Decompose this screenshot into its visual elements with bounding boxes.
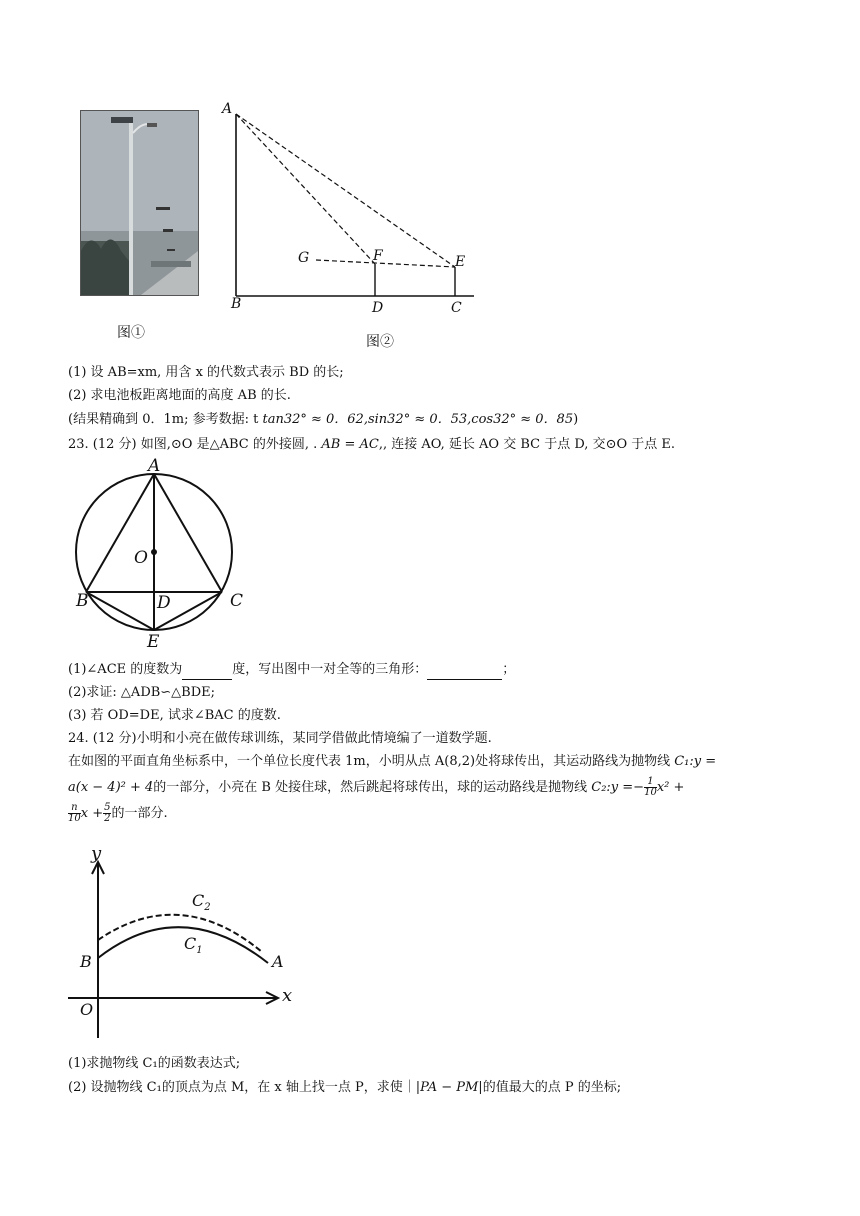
circle-label-A: A bbox=[148, 456, 161, 476]
q22-part2: (2) 求电池板距离地面的高度 AB 的长. bbox=[68, 388, 291, 403]
q23-part2: (2)求证: △ADB∽△BDE; bbox=[68, 685, 216, 700]
graph-label-x: x bbox=[282, 985, 293, 1006]
parabola-graph bbox=[62, 842, 302, 1042]
q24-stem-line2: 在如图的平面直角坐标系中，一个单位长度代表 1m，小明从点 A(8,2)处将球传出，其运动路线为抛物线 C₁:y = bbox=[68, 754, 717, 769]
label-G: G bbox=[298, 250, 310, 266]
circle-label-C: C bbox=[230, 591, 244, 611]
circle-label-E: E bbox=[147, 632, 160, 652]
label-B: B bbox=[231, 296, 242, 312]
q22-part1: (1) 设 AB=xm, 用含 x 的代数式表示 BD 的长; bbox=[68, 365, 344, 380]
graph-label-y: y bbox=[91, 843, 102, 864]
q24-part1: (1)求抛物线 C₁的函数表达式; bbox=[68, 1056, 241, 1071]
graph-label-A: A bbox=[272, 952, 284, 971]
graph-label-C2: $C_2$ bbox=[192, 891, 211, 914]
label-A: A bbox=[222, 101, 233, 117]
label-F: F bbox=[373, 248, 383, 264]
q24-stem-line1: 24. (12 分)小明和小亮在做传球训练，某同学借做此情境编了一道数学题. bbox=[68, 731, 492, 746]
figure2-diagram bbox=[218, 100, 488, 330]
circle-label-B: B bbox=[76, 591, 89, 611]
label-D: D bbox=[372, 300, 384, 316]
q23-part3: (3) 若 OD=DE, 试求∠BAC 的度数. bbox=[68, 708, 281, 723]
q23-part1: (1)∠ACE 的度数为 度，写出图中一对全等的三角形： ； bbox=[68, 661, 515, 680]
label-E: E bbox=[455, 254, 466, 270]
circle-label-D: D bbox=[157, 593, 171, 613]
graph-label-B: B bbox=[80, 952, 92, 971]
circle-diagram bbox=[72, 456, 257, 656]
graph-label-O: O bbox=[80, 1000, 94, 1019]
figure2-caption: 图② bbox=[366, 334, 394, 350]
q24-part2: (2) 设抛物线 C₁的顶点为点 M，在 x 轴上找一点 P，求使｜|PA − PM|的值最大的点 P 的坐标; bbox=[68, 1080, 622, 1095]
q24-stem-line4: $\frac{n}{10}$ x + $\frac{5}{2}$ 的一部分. bbox=[68, 802, 168, 824]
streetlamp-photo bbox=[80, 110, 199, 296]
answer-blank-triangles[interactable] bbox=[427, 661, 502, 680]
q22-note: (结果精确到 0．1m; 参考数据: t tan32° ≈ 0．62,sin32° ≈ 0．53,cos32° ≈ 0．85) bbox=[68, 412, 579, 427]
figure1-caption: 图① bbox=[117, 325, 145, 341]
answer-blank-angle[interactable] bbox=[182, 661, 232, 680]
q24-stem-line3: a(x − 4)² + 4的一部分，小亮在 B 处接住球，然后跳起将球传出，球的运动路线是抛物线 C₂:y =− $\frac{1}{10}$ x² + bbox=[68, 776, 685, 798]
label-C: C bbox=[451, 300, 462, 316]
graph-label-C1: $C_1$ bbox=[184, 934, 203, 957]
circle-label-O: O bbox=[134, 548, 148, 568]
q23-stem: 23. (12 分) 如图,⊙O 是△ABC 的外接圆, . AB = AC,, 连接 AO, 延长 AO 交 BC 于点 D, 交⊙O 于点 E. bbox=[68, 437, 676, 452]
